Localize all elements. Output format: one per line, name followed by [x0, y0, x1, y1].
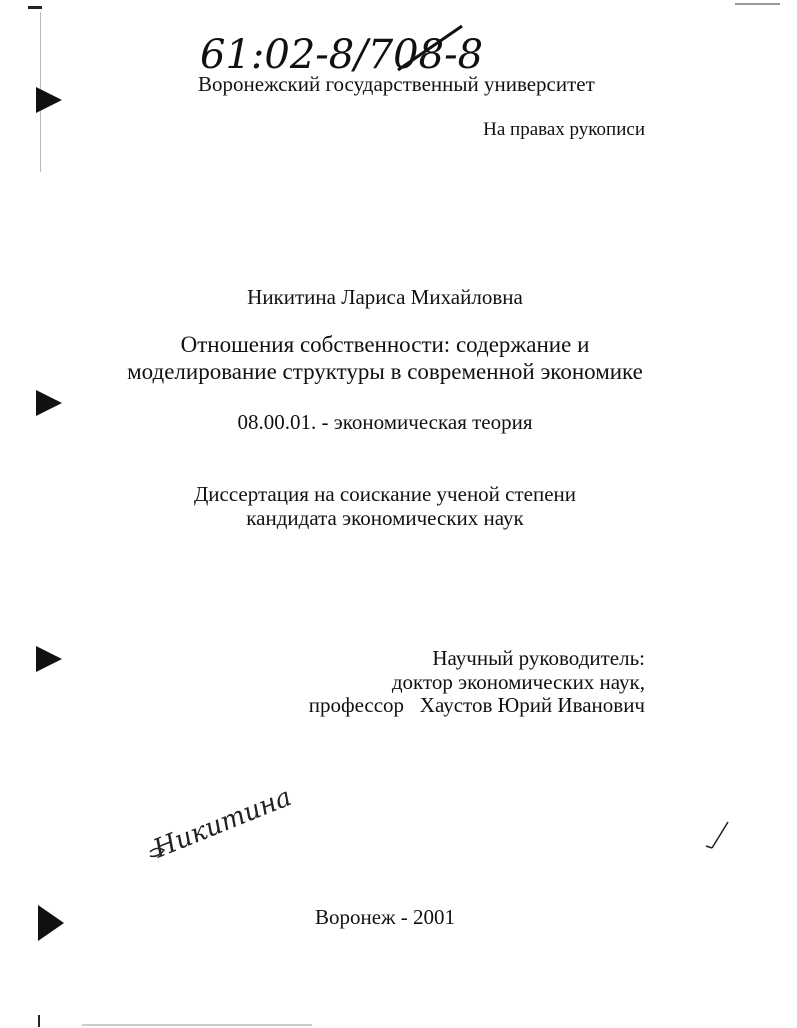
specialty-code: 08.00.01. - экономическая теория — [237, 410, 533, 434]
signature-text: Никитина — [149, 782, 296, 865]
catalog-number-text: 61:02-8/708-8 — [200, 32, 484, 78]
university-name: Воронежский государственный университет — [198, 72, 595, 96]
city-year: Воронеж - 2001 — [314, 905, 456, 929]
supervisor-degree: доктор экономических наук, — [391, 670, 645, 694]
pen-stroke-tail — [706, 846, 712, 848]
dissertation-purpose-line1: Диссертация на соискание ученой степени — [193, 482, 577, 506]
dissertation-purpose-line2: кандидата экономических наук — [246, 506, 524, 530]
supervisor-label: Научный руководитель: — [432, 646, 645, 670]
dissertation-title-line2: моделирование структуры в современной экономике — [127, 359, 643, 384]
author-name: Никитина Лариса Михайловна — [247, 285, 523, 309]
dissertation-title-line1: Отношения собственности: содержание и — [180, 332, 590, 357]
pen-stroke — [712, 822, 728, 848]
manuscript-rights-note: На правах рукописи — [483, 119, 645, 140]
supervisor-name: профессор Хаустов Юрий Иванович — [308, 693, 645, 717]
